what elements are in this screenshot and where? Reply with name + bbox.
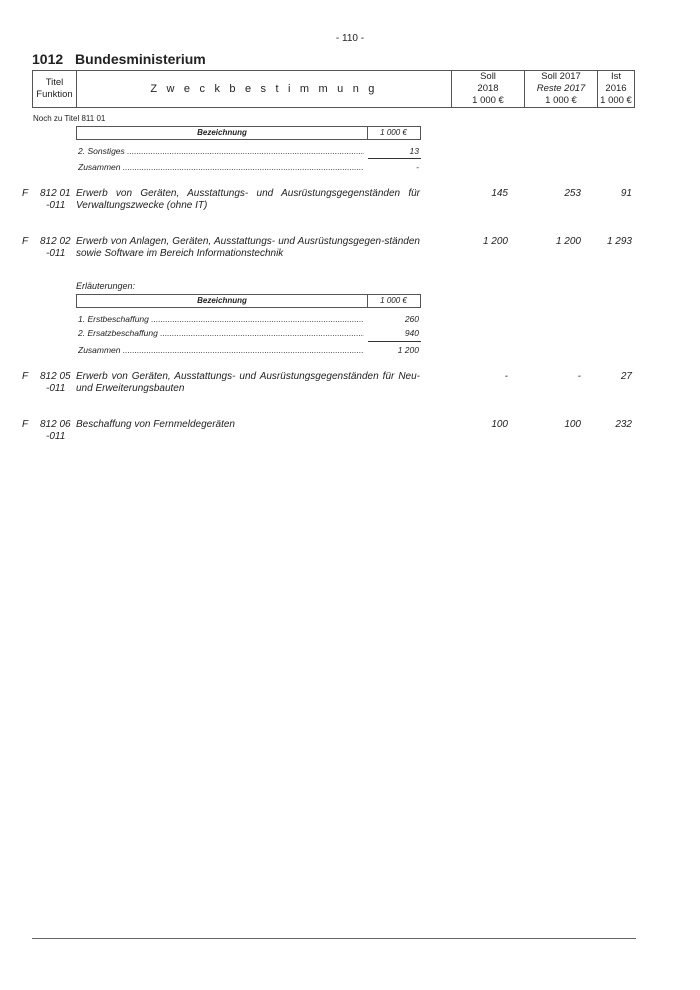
header-soll-2017-l3: 1 000 €	[545, 95, 577, 106]
erlaeuterungen-label: Erläuterungen:	[76, 281, 136, 291]
flex-marker: F	[22, 188, 29, 199]
flex-marker: F	[22, 371, 29, 382]
sub-table-sonstiges	[76, 126, 421, 174]
header-zweckbestimmung	[77, 71, 452, 107]
sum-rule	[76, 158, 421, 159]
value-soll-2018: 1 200	[482, 236, 508, 247]
function-code: -011	[46, 248, 66, 259]
footer-rule	[32, 938, 636, 939]
section-title: Bundesministerium	[75, 51, 206, 67]
value-soll-2017: -	[577, 371, 581, 382]
row-value: -	[416, 162, 419, 172]
function-code: -011	[46, 200, 66, 211]
row-value: 1 200	[397, 345, 419, 355]
sub-table-total-row	[76, 160, 421, 174]
sub-table-total-row	[76, 343, 421, 357]
sub-table-row	[76, 326, 421, 340]
header-soll-2018-l1: Soll	[480, 71, 496, 82]
row-label: 1. Erstbeschaffung .....	[78, 312, 364, 326]
title-description: Erwerb von Geräten, Ausstattungs- und Ausrüstungsgegenständen für Verwaltungszwecke (ohne IT)	[76, 188, 420, 211]
header-titel: Titel	[45, 77, 64, 88]
sub-table-header-unit: 1 000 €	[380, 296, 407, 305]
header-soll-2017	[525, 71, 598, 107]
flex-marker: F	[22, 236, 29, 247]
value-soll-2017: 253	[564, 188, 581, 199]
page-number: - 110 -	[335, 33, 365, 44]
row-label: Zusammen .....	[78, 160, 364, 174]
sub-table-header-label: Bezeichnung	[77, 127, 368, 139]
section-heading	[32, 51, 206, 67]
title-code: 812 02	[40, 236, 71, 247]
row-label: 2. Sonstiges .....	[78, 144, 364, 158]
header-soll-2018-l2: 2018	[477, 83, 499, 94]
header-zweck-label: Z w e c k b e s t i m m u n g	[150, 83, 378, 95]
value-ist-2016: 1 293	[606, 236, 632, 247]
row-label: 2. Ersatzbeschaffung .....	[78, 326, 364, 340]
title-code: 812 05	[40, 371, 71, 382]
value-soll-2017: 1 200	[555, 236, 581, 247]
title-description: Erwerb von Geräten, Ausstattungs- und Ausrüstungsgegenständen für Neu- und Erweiterungsbauten	[76, 371, 420, 394]
sub-table-row	[76, 312, 421, 326]
sub-table-row	[76, 144, 421, 158]
header-soll-2017-l1: Soll 2017	[541, 71, 581, 82]
header-soll-2017-l2: Reste 2017	[536, 83, 586, 94]
sub-table-header-label: Bezeichnung	[77, 295, 368, 307]
header-ist-2016-l2: 2016	[605, 83, 627, 94]
section-code: 1012	[32, 51, 64, 67]
header-ist-2016-l3: 1 000 €	[600, 95, 632, 106]
header-titel-funktion	[33, 71, 77, 107]
function-code: -011	[46, 383, 66, 394]
title-code: 812 06	[40, 419, 71, 430]
value-ist-2016: 232	[615, 419, 632, 430]
sum-rule	[76, 341, 421, 342]
column-header-table	[32, 70, 635, 108]
noch-zu-titel: Noch zu Titel 811 01	[33, 114, 106, 123]
row-value: 260	[404, 314, 419, 324]
function-code: -011	[46, 431, 66, 442]
header-soll-2018-l3: 1 000 €	[472, 95, 504, 106]
header-ist-2016	[598, 71, 634, 107]
title-description: Erwerb von Anlagen, Geräten, Ausstattungs- und Ausrüstungsgegen-ständen sowie Software im Bereich Informationstechnik	[76, 236, 420, 259]
flex-marker: F	[22, 419, 29, 430]
value-soll-2018: 145	[491, 188, 508, 199]
header-ist-2016-l1: Ist	[610, 71, 622, 82]
header-soll-2018	[452, 71, 525, 107]
row-value: 940	[404, 328, 419, 338]
sub-table-header-unit: 1 000 €	[380, 128, 407, 137]
header-funktion: Funktion	[36, 89, 73, 100]
title-code: 812 01	[40, 188, 71, 199]
value-ist-2016: 27	[620, 371, 632, 382]
value-soll-2018: 100	[491, 419, 508, 430]
value-soll-2018: -	[504, 371, 508, 382]
row-label: Zusammen .....	[78, 343, 364, 357]
row-value: 13	[409, 146, 419, 156]
value-ist-2016: 91	[620, 188, 632, 199]
value-soll-2017: 100	[564, 419, 581, 430]
sub-table-header	[76, 294, 421, 308]
title-description: Beschaffung von Fernmeldegeräten	[76, 419, 235, 430]
sub-table-beschaffung	[76, 294, 421, 357]
sub-table-header	[76, 126, 421, 140]
